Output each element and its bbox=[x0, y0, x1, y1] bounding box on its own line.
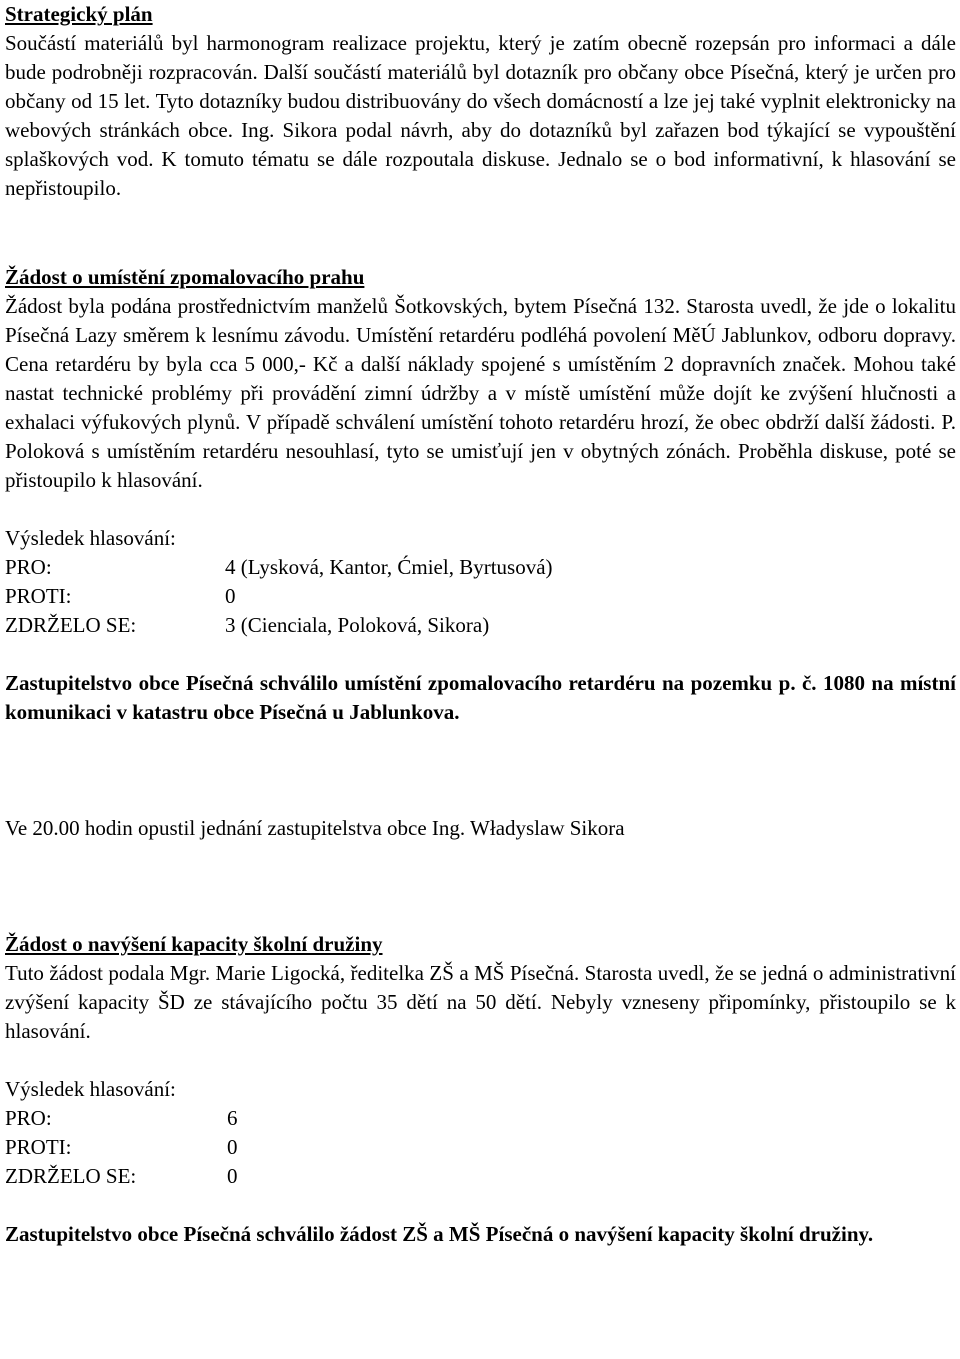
section-title-school-club: Žádost o navýšení kapacity školní družiny bbox=[5, 932, 383, 956]
vote-label-zdrzelo: ZDRŽELO SE: bbox=[5, 613, 137, 637]
vote-heading: Výsledek hlasování: bbox=[5, 1077, 176, 1101]
vote-label-proti: PROTI: bbox=[5, 584, 72, 608]
vote-result-speed-bump bbox=[5, 524, 956, 640]
vote-label-zdrzelo: ZDRŽELO SE: bbox=[5, 1164, 137, 1188]
vote-value-zdrzelo: 0 bbox=[227, 1164, 238, 1188]
vote-value-pro: 4 (Lysková, Kantor, Ćmiel, Byrtusová) bbox=[225, 555, 553, 579]
vote-row-pro bbox=[5, 1104, 956, 1133]
vote-value-zdrzelo: 3 (Cienciala, Poloková, Sikora) bbox=[225, 613, 490, 637]
vote-label-proti: PROTI: bbox=[5, 1135, 72, 1159]
section-title-speed-bump: Žádost o umístění zpomalovacího prahu bbox=[5, 265, 365, 289]
vote-label-pro: PRO: bbox=[5, 1106, 52, 1130]
vote-label-pro: PRO: bbox=[5, 555, 52, 579]
vote-row-pro bbox=[5, 553, 956, 582]
vote-heading: Výsledek hlasování: bbox=[5, 526, 176, 550]
section-text-speed-bump: Žádost byla podána prostřednictvím manželů Šotkovských, bytem Písečná 132. Starosta uvedl, že jde o lokalitu Písečná Lazy směrem k lesnímu závodu. Umístění retardéru podléhá povolení MěÚ Jablunkov, odboru dopravy. Cena retardéru by byla cca 5 000,- Kč a další náklady spojené s umístěním 2 dopravních značek. Mohou také nastat technické problémy při provádění zimní údržby a v místě umístění může dojít ke zvýšení hlučnosti a exhalaci výfukových plynů. V případě schválení umístění tohoto retardéru hrozí, že obec obdrží další žádosti. P. Poloková s umístěním retardéru nesouhlasí, tyto se umisťují jen v obytných zónách. Proběhla diskuse, poté se přistoupilo k hlasování. bbox=[5, 294, 956, 492]
departure-note: Ve 20.00 hodin opustil jednání zastupitelstva obce Ing. Władyslaw Sikora bbox=[5, 816, 625, 840]
resolution-school-club: Zastupitelstvo obce Písečná schválilo žádost ZŠ a MŠ Písečná o navýšení kapacity školní družiny. bbox=[5, 1222, 874, 1246]
resolution-speed-bump: Zastupitelstvo obce Písečná schválilo umístění zpomalovacího retardéru na pozemku p. č. 1080 na místní komunikaci v katastru obce Písečná u Jablunkova. bbox=[5, 671, 956, 724]
section-text-strategic-plan: Součástí materiálů byl harmonogram realizace projektu, který je zatím obecně rozepsán pro informaci a dále bude podrobněji rozpracován. Další součástí materiálů byl dotazník pro občany obce Písečná, který je určen pro občany od 15 let. Tyto dotazníky budou distribuovány do všech domácností a lze jej také vyplnit elektronicky na webových stránkách obce. Ing. Sikora podal návrh, aby do dotazníků byl zařazen bod týkající se vypouštění splaškových vod. K tomuto tématu se dále rozpoutala diskuse. Jednalo se o bod informativní, k hlasování se nepřistoupilo. bbox=[5, 31, 956, 200]
vote-row-zdrzelo bbox=[5, 611, 956, 640]
section-text-school-club: Tuto žádost podala Mgr. Marie Ligocká, ředitelka ZŠ a MŠ Písečná. Starosta uvedl, že se jedná o administrativní zvýšení kapacity ŠD ze stávajícího počtu 35 dětí na 50 dětí. Nebyly vzneseny připomínky, přistoupilo se k hlasování. bbox=[5, 961, 956, 1043]
vote-result-school-club bbox=[5, 1075, 956, 1191]
vote-value-proti: 0 bbox=[227, 1135, 238, 1159]
section-title-strategic-plan: Strategický plán bbox=[5, 2, 153, 26]
vote-row-proti bbox=[5, 582, 956, 611]
vote-value-proti: 0 bbox=[225, 584, 236, 608]
vote-row-proti bbox=[5, 1133, 956, 1162]
vote-row-zdrzelo bbox=[5, 1162, 956, 1191]
vote-value-pro: 6 bbox=[227, 1106, 238, 1130]
